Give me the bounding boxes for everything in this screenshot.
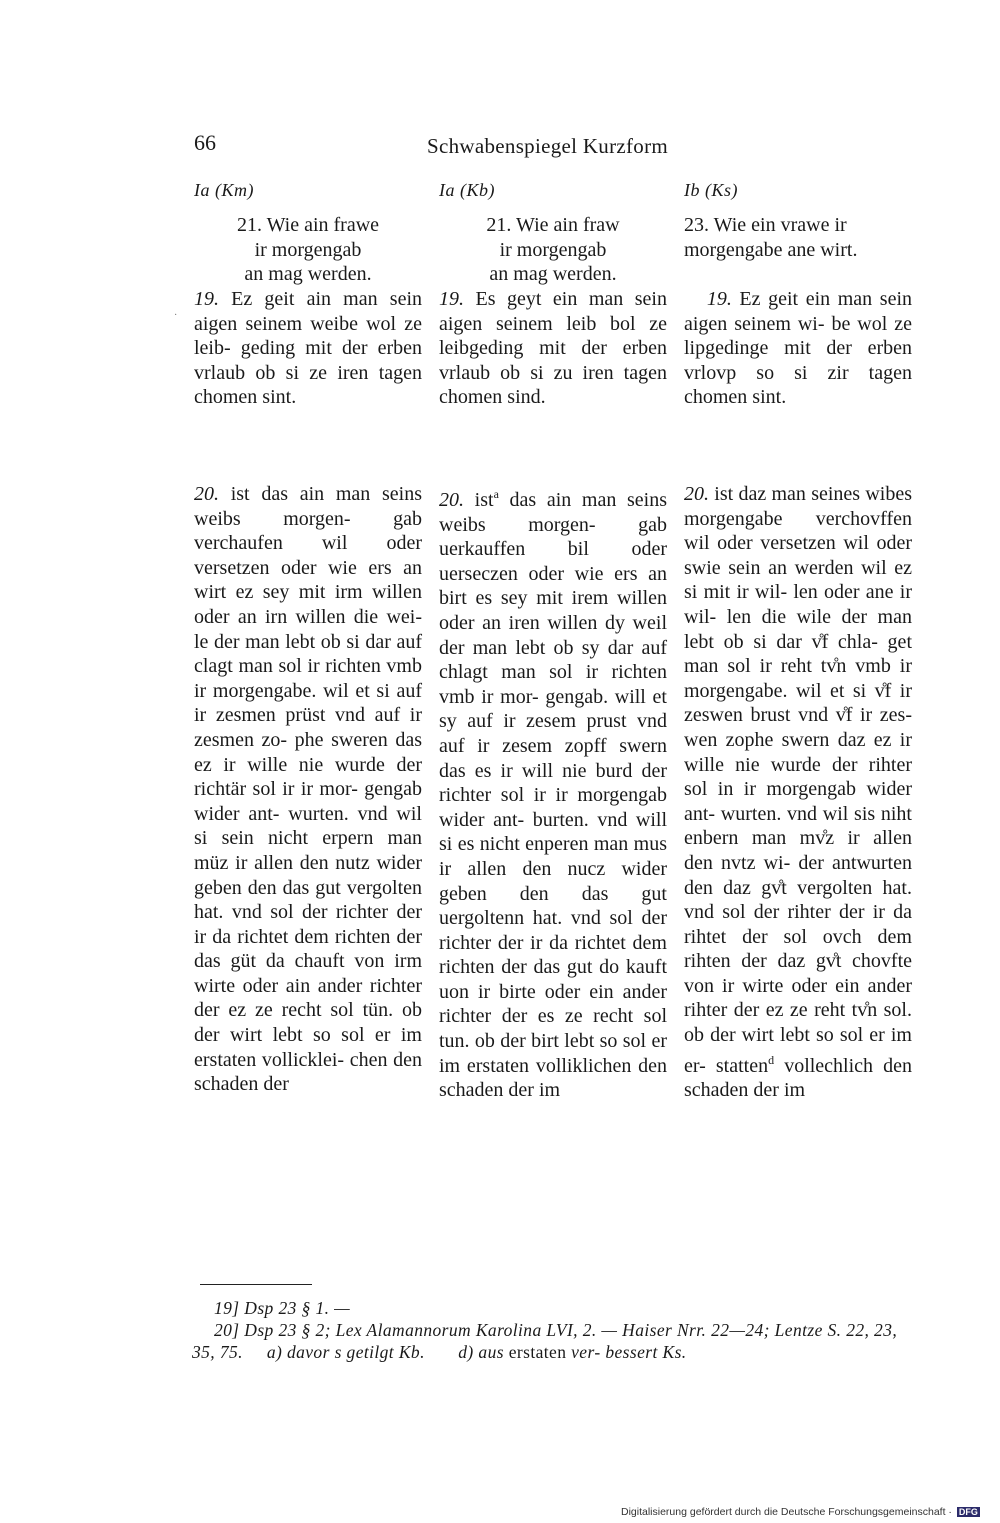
section-number: 20. xyxy=(194,483,219,505)
section-20 xyxy=(684,482,912,1103)
section-number: 19. xyxy=(706,288,732,310)
footnote-text: d) aus xyxy=(458,1342,504,1362)
dfg-logo: DFG xyxy=(958,1507,978,1517)
section-19 xyxy=(684,287,912,410)
footnote-20 xyxy=(192,1319,920,1363)
heading-line: ir morgengab xyxy=(499,238,607,261)
stray-mark: · xyxy=(174,310,178,321)
section-text: ist xyxy=(474,489,494,511)
running-head: Schwabenspiegel Kurzform xyxy=(427,134,669,158)
page-number: 66 xyxy=(194,130,216,155)
section-text: ist daz man seines wibes morgengabe verchovffen wil oder versetzen wil oder swie sein an werden wil ez si mit ir wil- len oder ane ir wil- len die wile der man lebt ob si dar v̊f chla- get man sol ir reht tv̊n vmb ir morgengabe. wil et si v̊f ir zeswen brust vnd v̊f ir zes- wen zophe swern daz ez ir wille nie wurde der rihter sol in ir morgengab wider ant- wurten. vnd wil sis niht enbern man mv̊z ir allen den nvtz wi- der antwurten den daz gv̊t vergolten hat. vnd sol der rihter der ir da rihtet der sol ovch dem rihten der daz gv̊t chovfte von ir wirte oder ein ander rihter der ez ze reht tv̊n sol. ob der wirt lebt so sol er im er- statten xyxy=(684,483,913,1077)
column-siglum: Ia (Kb) xyxy=(439,180,495,200)
heading-line: ir morgengab xyxy=(254,238,362,261)
heading-line: 21. Wie ain frawe xyxy=(236,214,380,236)
footnote-marker: a xyxy=(493,487,499,501)
footnote-marker: d xyxy=(768,1052,775,1067)
footnotes xyxy=(192,1297,920,1363)
footnote-text: ver- bessert Ks. xyxy=(571,1342,687,1362)
column-siglum: Ia (Km) xyxy=(194,180,254,200)
heading-line: 23. Wie ein vrawe ir xyxy=(684,214,847,236)
column-siglum: Ib (Ks) xyxy=(684,180,738,200)
section-number: 19. xyxy=(439,288,464,310)
section-text: vollechlich den schaden der im xyxy=(684,1054,913,1102)
section-text: das ain man seins weibs morgen- gab uerkauffen bil oder uerseczen oder wie ers an birt es sey mit irem willen oder an iren willen dy weil der man lebt ob sy dar auf chlagt man sol ir richten vmb ir mor- gengab. will et sy auf ir zesem prust vnd auf ir zesem zopff swern das es ir will nie burd der richter sol ir ir morgengab wider ant- burten. vnd will si es nicht enperen man mus ir allen den nucz wider geben den das gut uergoltenn hat. vnd sol der richter der ir da richtet dem richten der das gut do kauft uon ir birte oder ein ander richter der es ze recht sol tun. ob der birt lebt so sol er im erstaten volliklichen den schaden der im xyxy=(439,489,668,1102)
section-text: Ez geit ein man sein aigen seinem wi- be wol ze lipgedinge mit der erben vrlovp so si zir tagen chomen sint. xyxy=(684,288,913,409)
heading-line: an mag werden. xyxy=(244,263,372,286)
chapter-heading xyxy=(194,213,422,287)
section-text: Es geyt ein man sein aigen seinem leib bol ze leibgeding mit der erben vrlaub ob si zu iren tagen chomen sind. xyxy=(439,288,667,409)
footnote-rule xyxy=(200,1284,312,1285)
credit-text: Digitalisierung gefördert durch die Deutsche Forschungsgemeinschaft · xyxy=(621,1506,952,1518)
section-19 xyxy=(439,287,667,410)
section-number: 20. xyxy=(684,483,709,505)
section-text: ist das ain man seins weibs morgen- gab verchaufen wil oder versetzen oder wie ers an wirt ez sey mit irm willen oder an irn willen die wei- le der man lebt ob si dar auf clagt man sol ir richten vmb ir morgengabe. wil et si auf ir zesmen prüst vnd auf ir zesmen zo- phe sweren das ez ir wille nie wurde der richtär sol ir ir mor- gengab wider ant- wurten. vnd wil si sein nicht erpern man müz ir allen den nutz wider geben den das gut vergolten hat. vnd sol der richter der ir da richtet dem richten der das güt da chauft von irm wirte oder ain ander richter der ez ze recht sol tün. ob der wirt lebt so sol er im erstaten vollicklei- chen den schaden der xyxy=(194,483,422,1096)
heading-line: an mag werden. xyxy=(489,263,617,286)
section-20 xyxy=(194,482,422,1097)
section-number: 20. xyxy=(439,489,464,511)
section-text: Ez geit ain man sein aigen seinem weibe wol ze leib- geding mit der erben vrlaub ob si ze iren tagen chomen sint. xyxy=(194,288,423,409)
chapter-heading xyxy=(684,213,912,262)
footnote-19: 19] Dsp 23 § 1. — xyxy=(214,1298,351,1318)
footnote-text: erstaten xyxy=(508,1342,567,1362)
heading-line: morgengabe ane wirt. xyxy=(684,238,858,261)
digitization-credit xyxy=(621,1506,980,1518)
footnote-text: a) davor s getilgt Kb. xyxy=(266,1342,425,1362)
section-number: 19. xyxy=(194,288,219,310)
section-19 xyxy=(194,287,422,410)
section-20 xyxy=(439,482,667,1103)
heading-line: 21. Wie ain fraw xyxy=(486,214,620,236)
footnote-text: 20] Dsp 23 § 2; Lex Alamannorum Karolina LVI, 2. — Haiser Nrr. 22—24; Lentze S. 22, 23, 35, 75. xyxy=(192,1320,898,1362)
chapter-heading xyxy=(439,213,667,287)
